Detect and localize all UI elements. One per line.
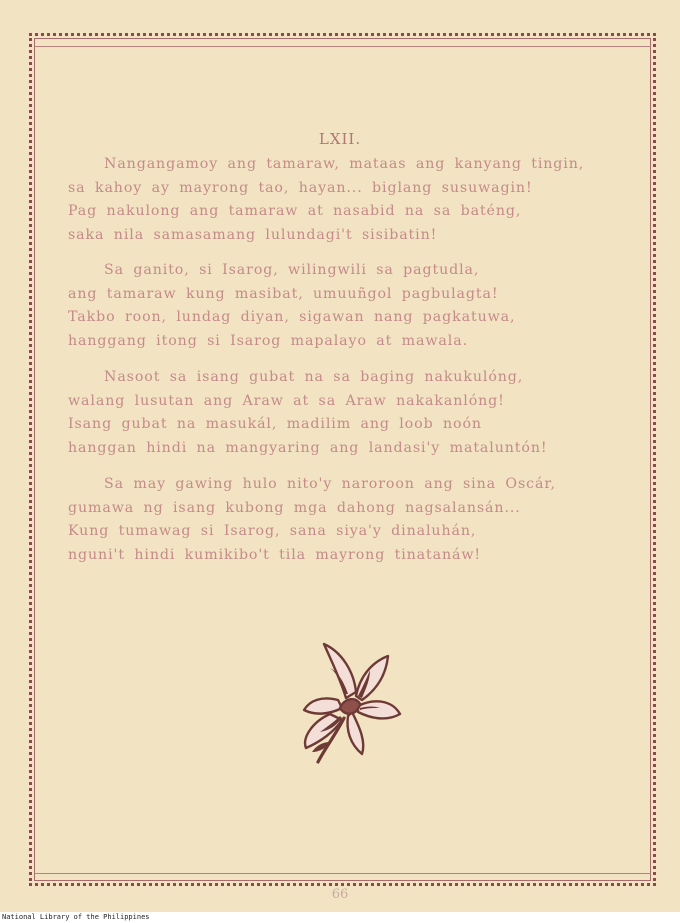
poem-line: saka nila samasamang lulundagi't sisibatin! bbox=[68, 226, 438, 243]
poem-line: Isang gubat na masukál, madilim ang loob noón bbox=[68, 416, 482, 432]
poem-line: gumawa ng isang kubong mga dahong nagsalansán... bbox=[68, 499, 521, 516]
poem-line: Pag nakulong ang tamaraw at nasabid na sa baténg, bbox=[68, 203, 522, 219]
poem-line: Sa ganito, si Isarog, wilingwili sa pagtudla, bbox=[104, 262, 480, 278]
page-number: 66 bbox=[331, 887, 349, 902]
page-border-rule-top bbox=[34, 46, 651, 47]
stanza-4 bbox=[68, 473, 628, 567]
poem-section-heading: LXII. bbox=[318, 130, 362, 148]
stanza-3 bbox=[68, 366, 628, 460]
stanza-1 bbox=[68, 153, 628, 247]
page-border-rule-bottom bbox=[34, 873, 651, 874]
poem-line: sa kahoy ay mayrong tao, hayan... biglang susuwagin! bbox=[68, 179, 533, 196]
poem-line: hanggang itong si Isarog mapalayo at mawala. bbox=[68, 332, 468, 349]
poem-line: hanggan hindi na mangyaring ang landasi'y mataluntón! bbox=[68, 439, 548, 456]
poem-line: Sa may gawing hulo nito'y naroroon ang sina Oscár, bbox=[104, 476, 556, 492]
poem-line: Nangangamoy ang tamaraw, mataas ang kanyang tingin, bbox=[104, 156, 585, 172]
poem-line: Nasoot sa isang gubat na sa baging nakukulóng, bbox=[104, 369, 524, 385]
poem-line: walang lusutan ang Araw at sa Araw nakakanlóng! bbox=[68, 392, 505, 409]
poem-line: nguni't hindi kumikibo't tila mayrong tinatanáw! bbox=[68, 546, 482, 563]
poem-line: ang tamaraw kung masibat, umuuñgol pagbulagta! bbox=[68, 285, 499, 302]
library-credit: National Library of the Philippines bbox=[2, 913, 150, 921]
stanza-2 bbox=[68, 259, 628, 353]
lily-flower-icon bbox=[300, 638, 404, 766]
poem-line: Takbo roon, lundag diyan, sigawan nang pagkatuwa, bbox=[68, 309, 516, 325]
poem-line: Kung tumawag si Isarog, sana siya'y dinaluhán, bbox=[68, 523, 477, 539]
